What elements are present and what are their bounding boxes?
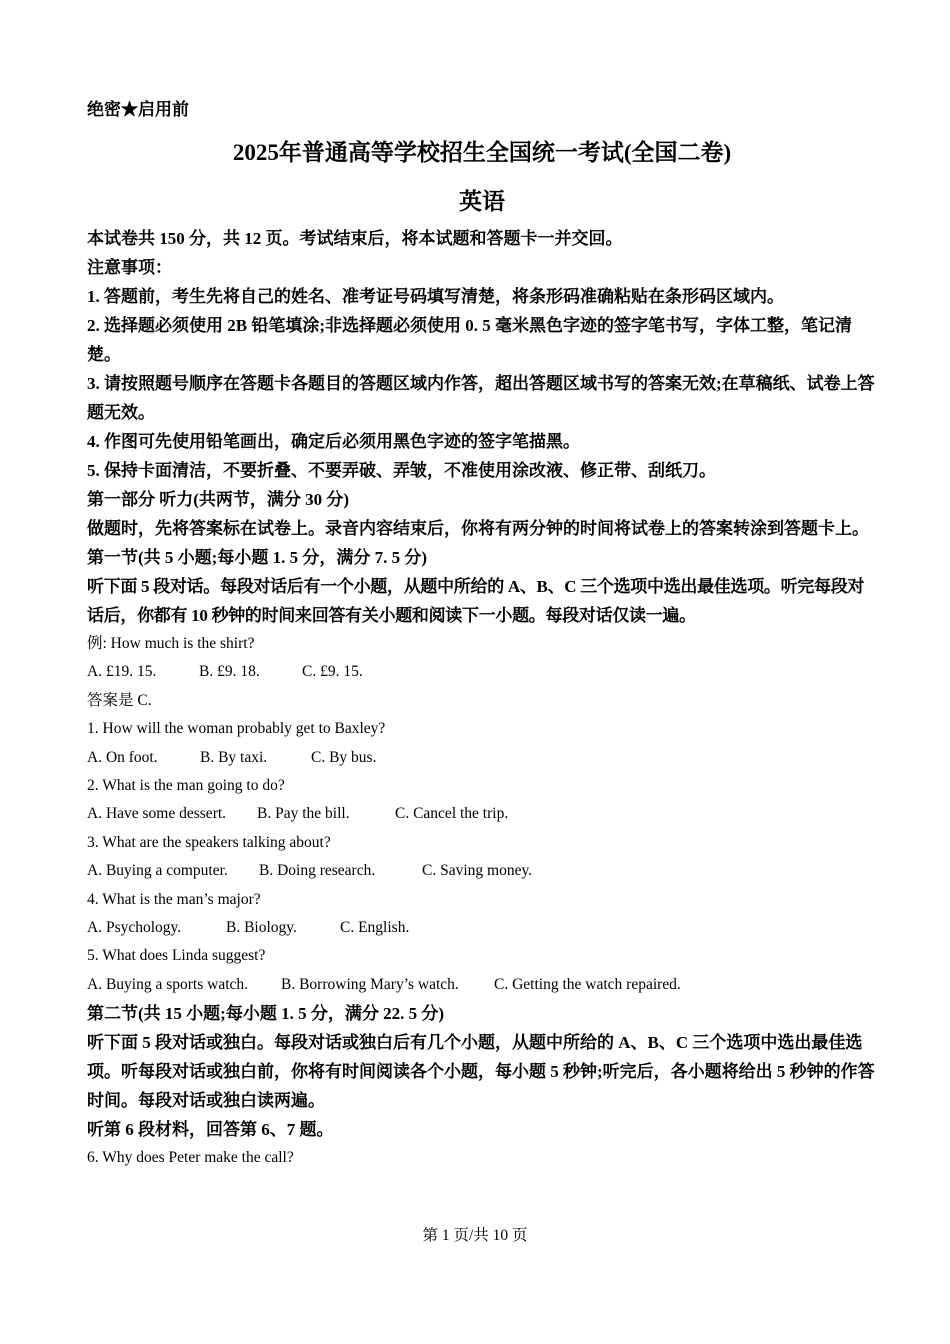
exam-title: 2025年普通高等学校招生全国统一考试(全国二卷) — [232, 140, 732, 165]
page-number: 第 1 页/共 10 页 — [422, 1227, 528, 1244]
option: C. Saving money. — [422, 862, 533, 880]
secret-label: 绝密★启用前 — [87, 100, 189, 119]
question: 1. How will the woman probably get to Baxley? — [87, 720, 386, 738]
exam-page — [87, 92, 877, 1173]
notes-item: 3. 请按照题号顺序在答题卡各题目的答题区域内作答，超出答题区域书写的答案无效;在草稿纸、试卷上答题无效。 — [87, 374, 875, 422]
part1-instruction: 做题时，先将答案标在试卷上。录音内容结束后，你将有两分钟的时间将试卷上的答案转涂到答题卡上。 — [87, 519, 869, 538]
option: A. Buying a computer. — [87, 862, 228, 880]
option: C. Getting the watch repaired. — [494, 975, 681, 993]
option: A. £19. 15. — [87, 663, 157, 681]
notes-item: 4. 作图可先使用铅笔画出，确定后必须用黑色字迹的签字笔描黑。 — [87, 432, 580, 451]
section1-heading: 第一节(共 5 小题;每小题 1. 5 分，满分 7. 5 分) — [87, 548, 427, 567]
option: A. Have some dessert. — [87, 805, 227, 823]
material-heading: 听第 6 段材料，回答第 6、7 题。 — [87, 1120, 334, 1140]
option: B. £9. 18. — [199, 663, 260, 681]
example-question: 例: How much is the shirt? — [87, 635, 255, 652]
example-answer: 答案是 C. — [87, 691, 152, 709]
notes-item: 1. 答题前，考生先将自己的姓名、准考证号码填写清楚，将条形码准确粘贴在条形码区域内。 — [87, 287, 784, 306]
option: A. Psychology. — [87, 919, 182, 937]
question: 5. What does Linda suggest? — [87, 947, 266, 965]
section1-instruction: 听下面 5 段对话。每段对话后有一个小题，从题中所给的 A、B、C 三个选项中选出最佳选项。听完每段对话后，你都有 10 秒钟的时间来回答有关小题和阅读下一小题。每段对话仅读一遍。 — [87, 577, 865, 625]
example-options — [87, 658, 877, 686]
option: C. English. — [340, 919, 410, 937]
notes-intro: 本试卷共 150 分，共 12 页。考试结束后，将本试题和答题卡一并交回。 — [87, 229, 623, 248]
question: 4. What is the man’s major? — [87, 890, 261, 908]
notes-heading: 注意事项： — [87, 258, 172, 277]
question: 2. What is the man going to do? — [87, 777, 285, 795]
option: A. Buying a sports watch. — [87, 975, 249, 993]
question: 6. Why does Peter make the call? — [87, 1149, 294, 1167]
option: B. Borrowing Mary’s watch. — [281, 975, 459, 993]
section2-heading: 第二节(共 15 小题;每小题 1. 5 分，满分 22. 5 分) — [87, 1004, 444, 1024]
option: B. Doing research. — [259, 862, 376, 880]
question-options — [87, 857, 877, 885]
option: C. £9. 15. — [302, 663, 363, 681]
option: A. On foot. — [87, 748, 158, 766]
question: 3. What are the speakers talking about? — [87, 833, 331, 851]
question-options — [87, 800, 877, 828]
option: C. Cancel the trip. — [395, 805, 509, 823]
question-options — [87, 971, 877, 999]
option: B. Biology. — [226, 919, 297, 937]
notes-item: 2. 选择题必须使用 2B 铅笔填涂;非选择题必须使用 0. 5 毫米黑色字迹的签字笔书写，字体工整，笔记清楚。 — [87, 316, 852, 364]
part1-heading: 第一部分 听力(共两节，满分 30 分) — [87, 490, 350, 509]
subject-title: 英语 — [459, 189, 505, 214]
option: B. Pay the bill. — [257, 805, 350, 823]
section2-instruction: 听下面 5 段对话或独白。每段对话或独白后有几个小题，从题中所给的 A、B、C 三个选项中选出最佳选项。听每段对话或独白前，你将有时间阅读各个小题，每小题 5 秒钟;听完后，各小题将给出 5 秒钟的作答时间。每段对话或独白读两遍。 — [87, 1033, 875, 1111]
question-options — [87, 914, 877, 942]
question-options — [87, 744, 877, 772]
notes-item: 5. 保持卡面清洁，不要折叠、不要弄破、弄皱，不准使用涂改液、修正带、刮纸刀。 — [87, 461, 716, 480]
option: C. By bus. — [311, 748, 377, 766]
option: B. By taxi. — [200, 748, 268, 766]
